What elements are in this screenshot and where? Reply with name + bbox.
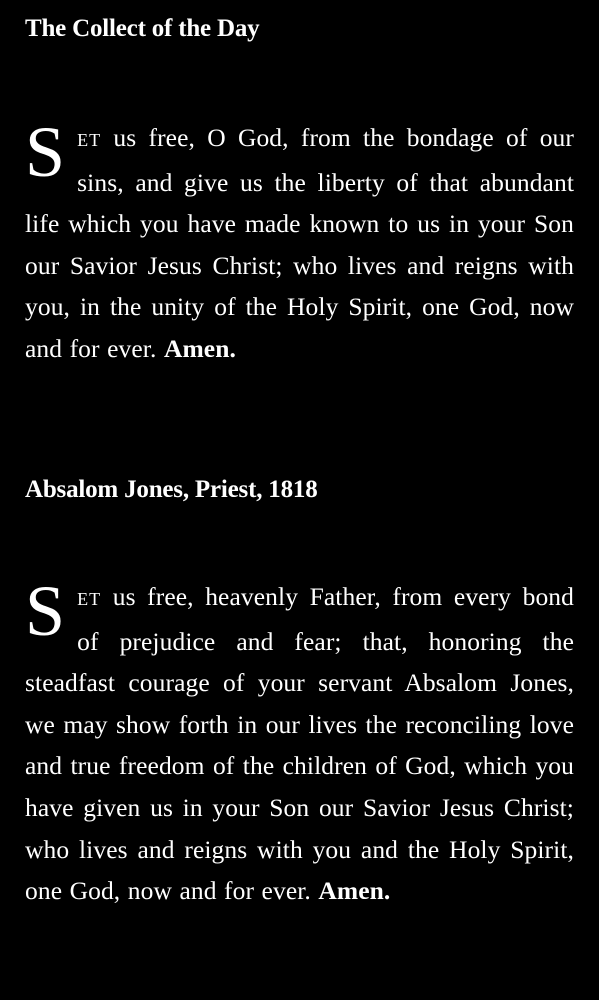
amen-text: Amen. — [163, 333, 236, 363]
small-caps-lead: ET — [77, 130, 102, 150]
small-caps-lead: ET — [77, 589, 102, 609]
commemoration-heading: Absalom Jones, Priest, 1818 — [25, 476, 318, 503]
collect-heading: The Collect of the Day — [25, 15, 260, 42]
collect-body: us free, heavenly Father, from every bond of prejudice and fear; that, honoring the steadfast courage of your servant Absalom Jones, we may show forth in our lives the reconciling love and true freedom of the children of God, which you have given us in your Son our Savior Jesus Christ; who lives and reigns with you and the Holy Spirit, one God, now and for ever. — [25, 582, 574, 906]
collect-of-the-day-text — [25, 112, 574, 370]
amen-text: Amen. — [318, 876, 391, 906]
collect-body: us free, O God, from the bondage of our sins, and give us the liberty of that abundant life which you have made known to us in your Son our Savior Jesus Christ; who lives and reigns with you, in the unity of the Holy Spirit, one God, now and for ever. — [25, 123, 574, 363]
commemoration-collect-text — [25, 571, 574, 912]
drop-cap: S — [25, 571, 66, 651]
drop-cap: S — [25, 112, 66, 192]
